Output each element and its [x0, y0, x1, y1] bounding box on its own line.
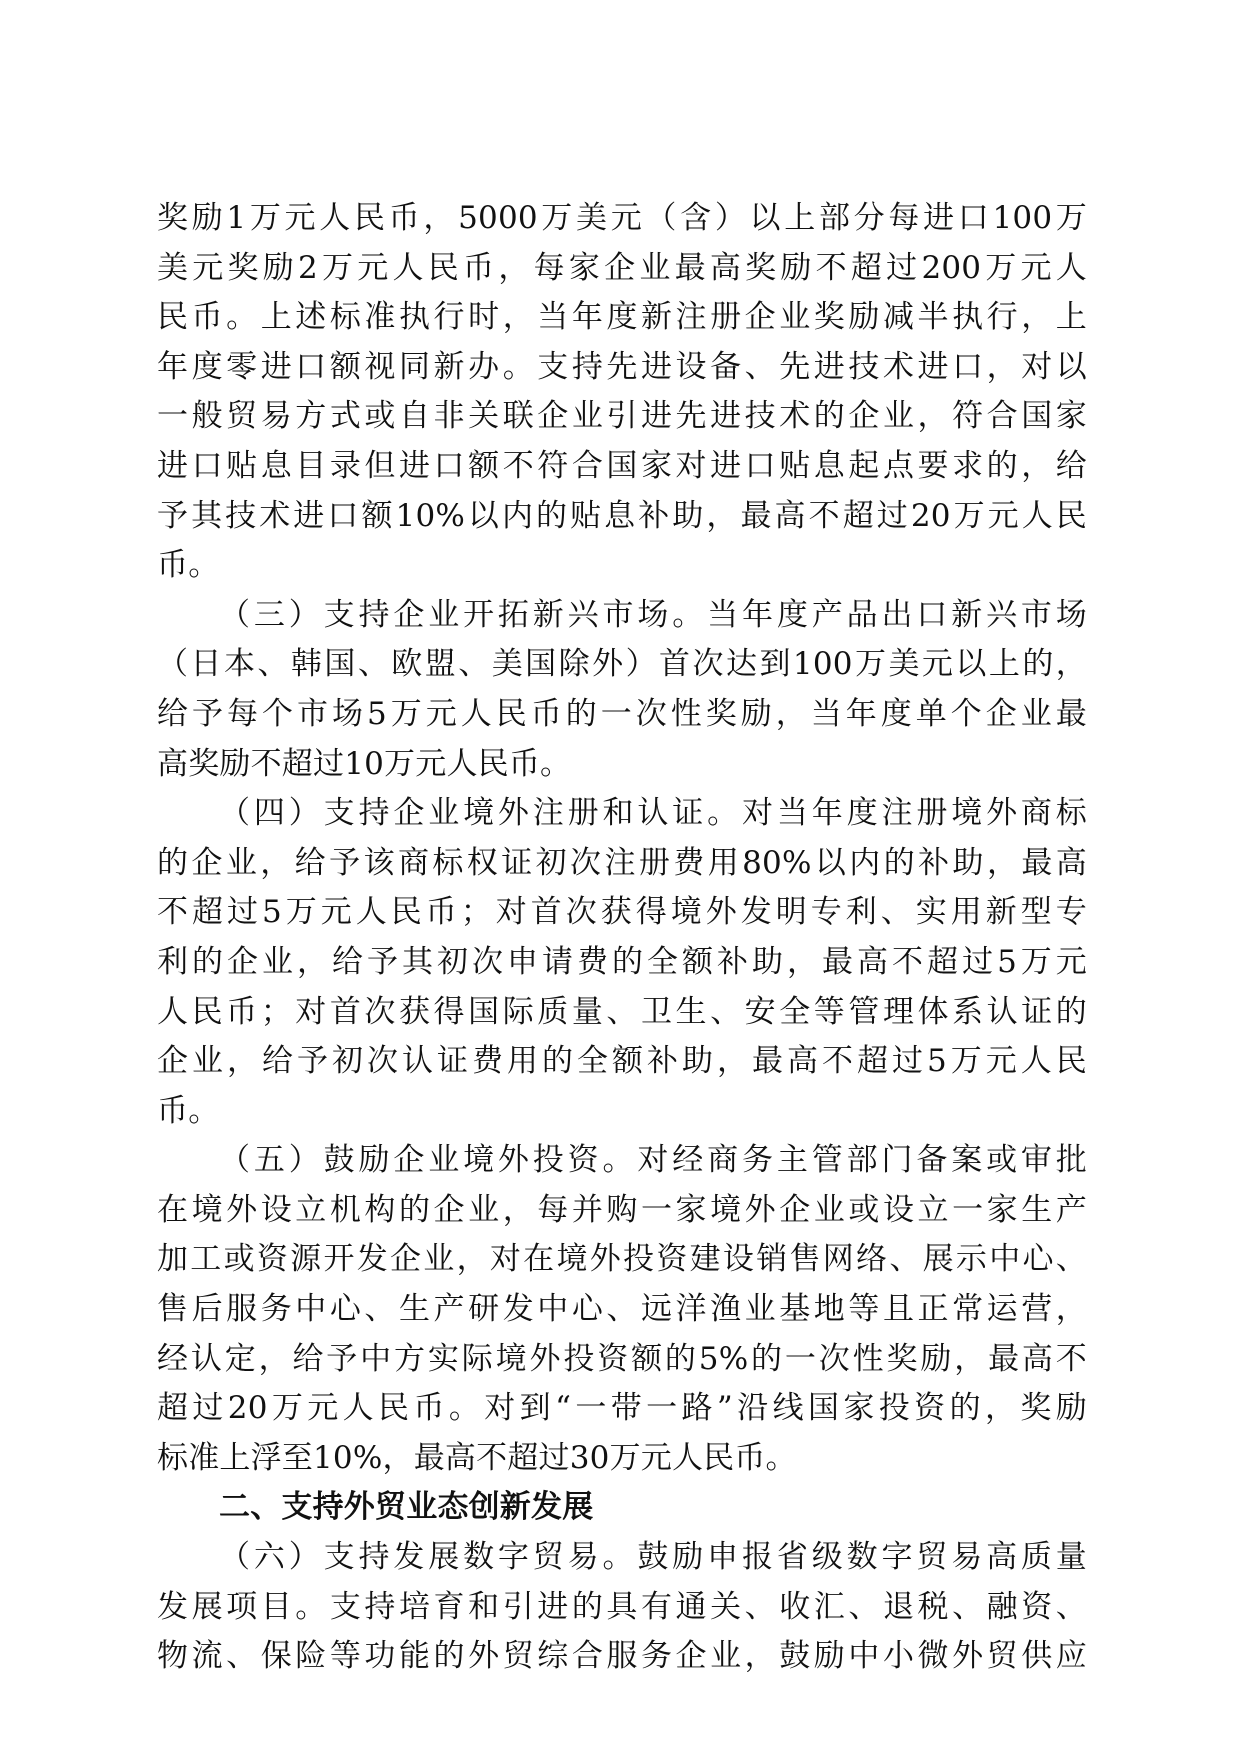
text-line: 物流、保险等功能的外贸综合服务企业，鼓励中小微外贸供应	[157, 1638, 1087, 1675]
text-line: 奖励1万元人民币，5000万美元（含）以上部分每进口100万	[157, 200, 1087, 236]
text-line: 币。	[157, 547, 220, 584]
text-line: 年度零进口额视同新办。支持先进设备、先进技术进口，对以	[157, 348, 1087, 385]
text-line: 标准上浮至10%，最高不超过30万元人民币。	[157, 1439, 797, 1476]
text-line: 企业，给予初次认证费用的全额补助，最高不超过5万元人民	[157, 1043, 1087, 1080]
text-line: 发展项目。支持培育和引进的具有通关、收汇、退税、融资、	[157, 1588, 1087, 1625]
text-line: 币。	[157, 1092, 220, 1129]
text-line: 利的企业，给予其初次申请费的全额补助，最高不超过5万元	[157, 943, 1087, 980]
text-line: 予其技术进口额10%以内的贴息补助，最高不超过20万元人民	[157, 497, 1087, 534]
text-line: 售后服务中心、生产研发中心、远洋渔业基地等且正常运营，	[157, 1291, 1087, 1328]
text-line: 一般贸易方式或自非关联企业引进先进技术的企业，符合国家	[157, 398, 1087, 435]
text-line: 在境外设立机构的企业，每并购一家境外企业或设立一家生产	[157, 1191, 1087, 1228]
section-4-first-line: （四）支持企业境外注册和认证。对当年度注册境外商标	[219, 795, 1087, 832]
text-line: 超过20万元人民币。对到“一带一路”沿线国家投资的，奖励	[157, 1390, 1087, 1427]
text-line: 经认定，给予中方实际境外投资额的5%的一次性奖励，最高不	[157, 1340, 1087, 1377]
text-line: 民币。上述标准执行时，当年度新注册企业奖励减半执行，上	[157, 299, 1087, 336]
text-line: 人民币；对首次获得国际质量、卫生、安全等管理体系认证的	[157, 993, 1087, 1030]
text-line: 高奖励不超过10万元人民币。	[157, 745, 572, 782]
text-line: 不超过5万元人民币；对首次获得境外发明专利、实用新型专	[157, 894, 1087, 931]
text-line: （日本、韩国、欧盟、美国除外）首次达到100万美元以上的，	[157, 646, 1087, 683]
text-line: 进口贴息目录但进口额不符合国家对进口贴息起点要求的，给	[157, 447, 1087, 484]
text-line: 加工或资源开发企业，对在境外投资建设销售网络、展示中心、	[157, 1241, 1087, 1278]
text-line: 美元奖励2万元人民币，每家企业最高奖励不超过200万元人	[157, 249, 1087, 286]
section-6-first-line: （六）支持发展数字贸易。鼓励申报省级数字贸易高质量	[219, 1539, 1087, 1576]
section-5-first-line: （五）鼓励企业境外投资。对经商务主管部门备案或审批	[219, 1142, 1087, 1179]
section-heading: 二、支持外贸业态创新发展	[219, 1489, 594, 1526]
section-3-first-line: （三）支持企业开拓新兴市场。当年度产品出口新兴市场	[219, 596, 1087, 633]
document-body	[157, 194, 1087, 1682]
text-line: 的企业，给予该商标权证初次注册费用80%以内的补助，最高	[157, 844, 1087, 881]
text-line: 给予每个市场5万元人民币的一次性奖励，当年度单个企业最	[157, 695, 1087, 732]
